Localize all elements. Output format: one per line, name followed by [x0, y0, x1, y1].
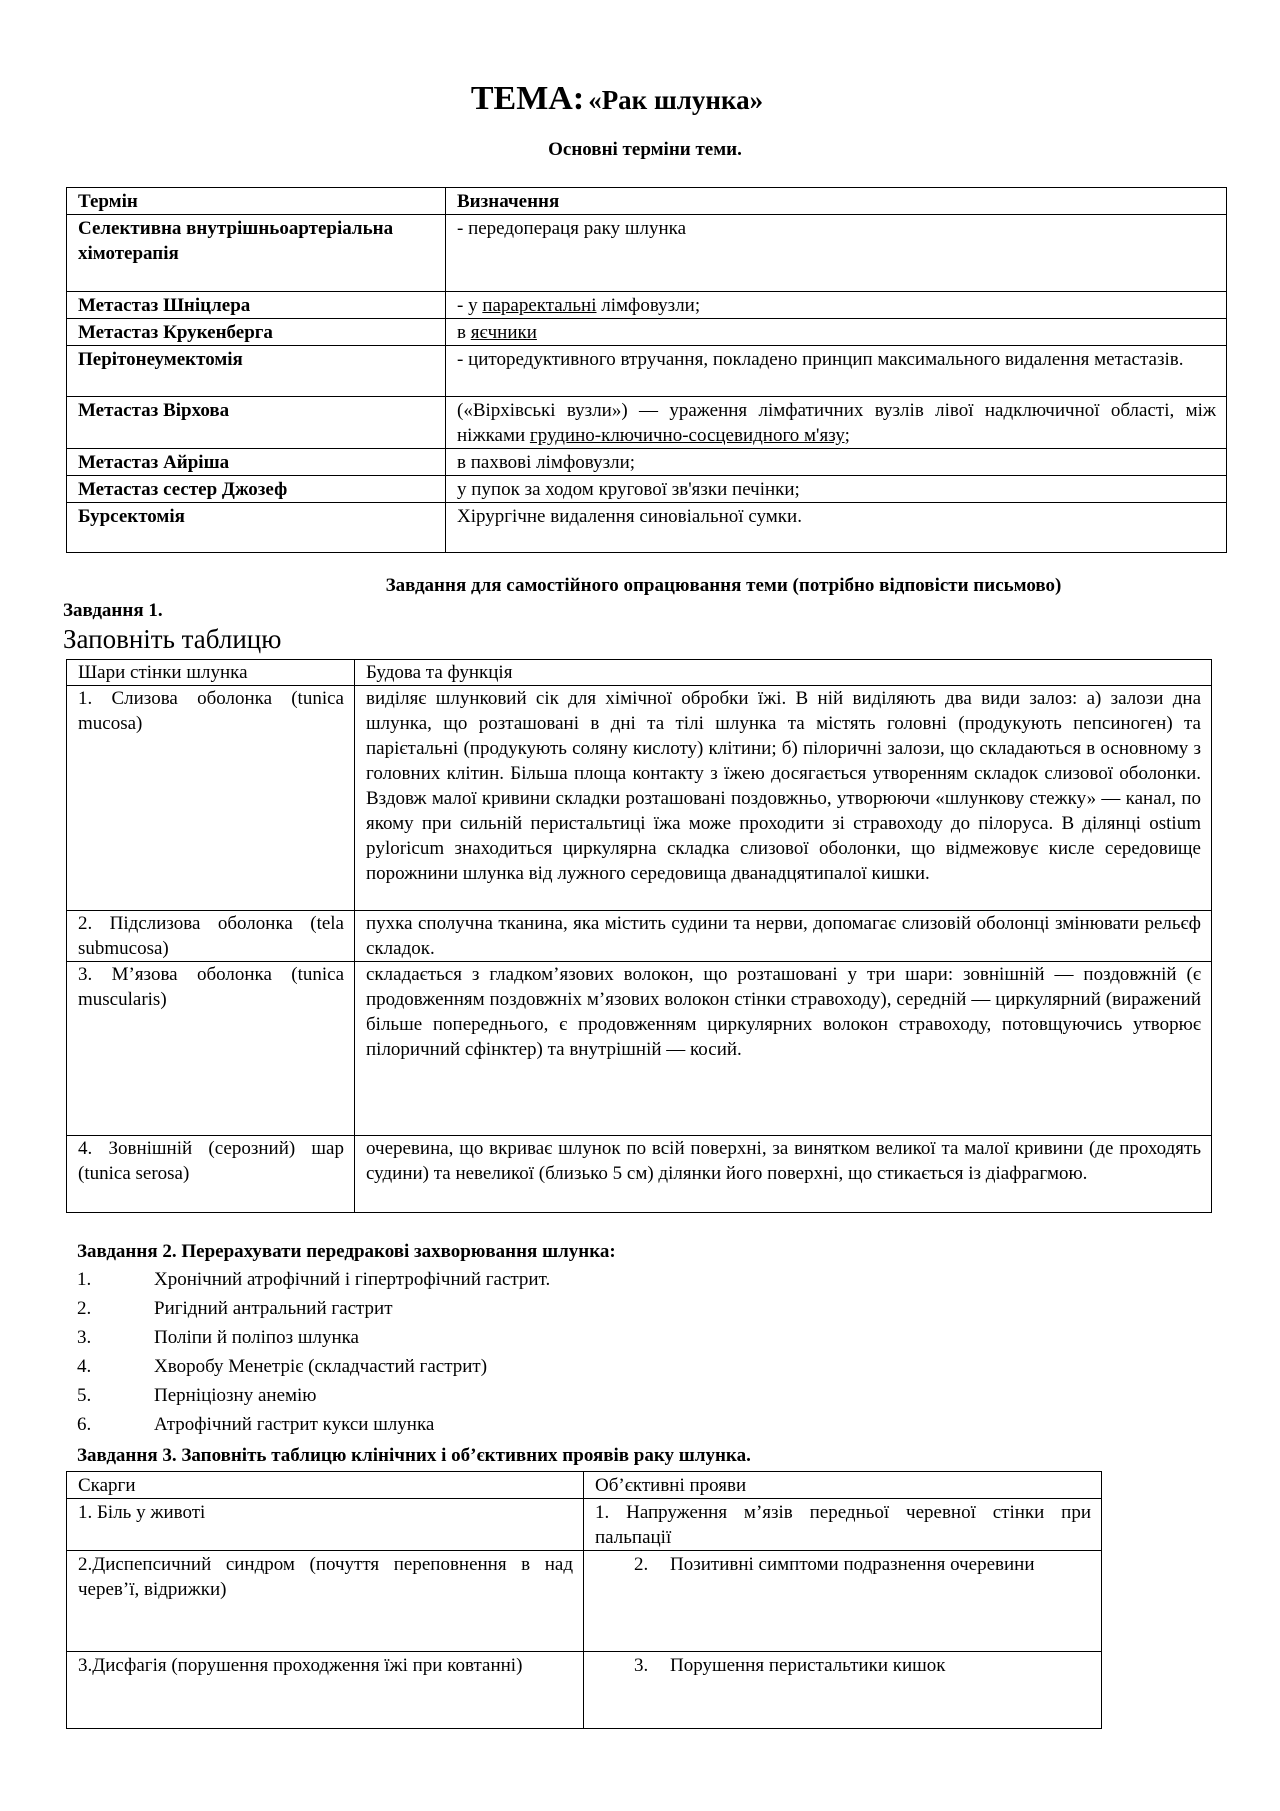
task1-instruction: Заповніть таблицю: [63, 624, 282, 654]
layers-header-layer: Шари стінки шлунка: [67, 660, 355, 686]
function-cell: очеревина, що вкриває шлунок по всій поверхні, за винятком великої та малої кривини (де проходять судини) та невеликої (близько 5 см) ділянки його поверхні, що стикається із діафрагмою.: [355, 1136, 1212, 1213]
list-item: [77, 1383, 550, 1412]
list-text: Перніціозну анемію: [154, 1385, 317, 1406]
function-cell: пухка сполучна тканина, яка містить судини та нерви, допомагає слизовій оболонці змінювати рельєф складок.: [355, 911, 1212, 962]
objective-cell: 1. Напруження м’язів передньої черевної стінки при пальпації: [584, 1499, 1102, 1551]
list-item: [77, 1267, 550, 1296]
layer-cell: 2. Підслизова оболонка (tela submucosa): [67, 911, 355, 962]
term-cell: Метастаз Вірхова: [67, 397, 446, 449]
task3-label: Завдання 3. Заповніть таблицю клінічних і об’єктивних проявів раку шлунка.: [77, 1445, 751, 1466]
terms-header-definition: Визначення: [446, 188, 1227, 215]
subtitle: Основні терміни теми.: [548, 139, 742, 160]
clinical-header-complaints: Скарги: [67, 1472, 584, 1499]
definition-text: лімфовузли;: [596, 295, 701, 316]
list-number: 6.: [77, 1414, 92, 1435]
list-number: 4.: [77, 1356, 92, 1377]
term-cell: Селективна внутрішньоартеріальна хімотерапія: [67, 215, 446, 292]
function-cell: виділяє шлунковий сік для хімічної обробки їжі. В ній виділяють два види залоз: а) залози дна шлунка, що розташовані в дні та тілі шлунка та містять головні (продукують пепсиноген) та парієтальні (продукують соляну кислоту) клітини; б) пілоричні залози, що складаються в основному з головних клітин. Більша площа контакту з їжею досягається утворенням складок слизової оболонки. Вздовж малої кривини складки розташовані поздовжньо, утворюючи «шлункову стежку» — канал, по якому при сильній перистальтиці їжа може проходити зі стравоходу до пілоруса. В ділянці ostium pyloricum знаходиться циркулярна складка слизової оболонки, що відмежовує кисле середовище порожнини шлунка від лужного середовища дванадцятипалої кишки.: [355, 686, 1212, 911]
list-text: Хворобу Менетріє (складчастий гастрит): [154, 1356, 488, 1377]
function-cell: складається з гладком’язових волокон, що розташовані у три шари: зовнішній — поздовжній (є продовженням поздовжніх м’язових волокон стінки стравоходу), середній — циркулярний (виражений більше попереднього, є продовженням циркулярних волокон стравоходу, потовщуючись утворює пілоричний сфінктер) та внутрішній — косий.: [355, 962, 1212, 1136]
definition-text: («Вірхівські вузли») — ураження лімфатичних вузлів лівої надключичної області, між ніжками: [457, 400, 1216, 446]
page-title: [0, 80, 1234, 118]
list-text: Хронічний атрофічний і гіпертрофічний гастрит.: [154, 1269, 551, 1290]
list-number: 3.: [77, 1327, 92, 1348]
term-cell: Метастаз Крукенберга: [67, 319, 446, 346]
list-item: [77, 1325, 550, 1354]
definition-cell: [446, 319, 1227, 346]
definition-cell: [446, 292, 1227, 319]
title-prefix: ТЕМА:: [470, 80, 585, 117]
definition-cell: [446, 397, 1227, 449]
definition-cell: у пупок за ходом кругової зв'язки печінки;: [446, 476, 1227, 503]
terms-header-term: Термін: [67, 188, 446, 215]
term-cell: Перітонеумектомія: [67, 346, 446, 397]
terms-table: [66, 187, 1227, 553]
objective-cell: [584, 1551, 1102, 1652]
layer-cell: 4. Зовнішній (серозний) шар (tunica serosa): [67, 1136, 355, 1213]
list-text: Ригідний антральний гастрит: [154, 1298, 393, 1319]
definition-text: ;: [844, 425, 850, 446]
list-text: Атрофічний гастрит кукси шлунка: [154, 1414, 435, 1435]
precancer-list: [77, 1267, 550, 1441]
complaint-cell: 1. Біль у животі: [67, 1499, 584, 1551]
complaint-cell: 3.Дисфагія (порушення проходження їжі при ковтанні): [67, 1652, 584, 1729]
term-cell: Метастаз сестер Джозеф: [67, 476, 446, 503]
definition-text: - у: [457, 295, 483, 316]
term-cell: Метастаз Шніцлера: [67, 292, 446, 319]
task2-label: Завдання 2. Перерахувати передракові захворювання шлунка:: [77, 1241, 616, 1262]
definition-cell: - циторедуктивного втручання, покладено принцип максимального видалення метастазів.: [446, 346, 1227, 397]
objective-number: 2.: [634, 1554, 649, 1575]
definition-cell: - передопераця раку шлунка: [446, 215, 1227, 292]
list-item: [77, 1354, 550, 1383]
stomach-layers-table: [66, 659, 1212, 1213]
list-number: 1.: [77, 1269, 92, 1290]
objective-number: 3.: [634, 1655, 649, 1676]
layer-cell: 3. М’язова оболонка (tunica muscularis): [67, 962, 355, 1136]
definition-link[interactable]: яєчники: [470, 322, 537, 343]
list-item: [77, 1412, 550, 1441]
list-text: Поліпи й поліпоз шлунка: [154, 1327, 359, 1348]
section-heading: Завдання для самостійного опрацювання теми (потрібно відповісти письмово): [385, 575, 1062, 596]
clinical-table: [66, 1471, 1102, 1729]
layers-header-function: Будова та функція: [355, 660, 1212, 686]
list-item: [77, 1296, 550, 1325]
definition-cell: Хірургічне видалення синовіальної сумки.: [446, 503, 1227, 553]
list-number: 2.: [77, 1298, 92, 1319]
objective-text: Позитивні симптоми подразнення очеревини: [670, 1554, 1035, 1575]
list-number: 5.: [77, 1385, 92, 1406]
definition-link[interactable]: грудино-ключично-сосцевидного м'язу: [529, 425, 845, 446]
objective-text: Порушення перистальтики кишок: [670, 1655, 946, 1676]
complaint-cell: 2.Диспепсичний синдром (почуття переповнення в над черев’ї, відрижки): [67, 1551, 584, 1652]
term-cell: Бурсектомія: [67, 503, 446, 553]
definition-text: в: [457, 322, 471, 343]
clinical-header-objective: Об’єктивні прояви: [584, 1472, 1102, 1499]
layer-cell: 1. Слизова оболонка (tunica mucosa): [67, 686, 355, 911]
title-topic: «Рак шлунка»: [588, 85, 764, 115]
definition-cell: в пахвові лімфовузли;: [446, 449, 1227, 476]
definition-link[interactable]: параректальні: [482, 295, 597, 316]
term-cell: Метастаз Айріша: [67, 449, 446, 476]
objective-cell: [584, 1652, 1102, 1729]
task1-label: Завдання 1.: [63, 600, 163, 621]
